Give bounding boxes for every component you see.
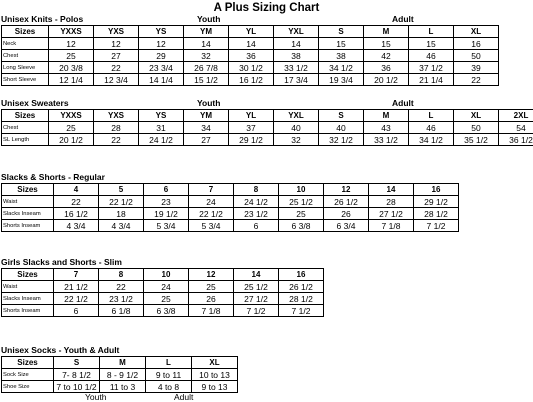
row-label-cell: Shoe Size (2, 381, 54, 393)
value-cell: 42 (364, 50, 409, 62)
value-cell: 40 (274, 122, 319, 134)
value-cell: 21 1/4 (409, 74, 454, 86)
table-row (2, 281, 324, 293)
size-header-cell: 10 (279, 184, 324, 196)
value-cell: 26 1/2 (324, 196, 369, 208)
table-row (2, 196, 459, 208)
polos-table (1, 25, 499, 86)
value-cell: 34 1/2 (409, 134, 454, 146)
value-cell: 6 (54, 305, 99, 317)
value-cell: 37 (229, 122, 274, 134)
value-cell: 19 3/4 (319, 74, 364, 86)
value-cell: 25 (49, 50, 94, 62)
header-row (2, 269, 324, 281)
row-label-cell: Waist (2, 196, 54, 208)
value-cell: 11 to 3 (100, 381, 146, 393)
value-cell: 15 1/2 (184, 74, 229, 86)
value-cell: 25 (279, 208, 324, 220)
row-label-cell: Shorts Inseam (2, 305, 54, 317)
value-cell: 21 1/2 (54, 281, 99, 293)
row-label-cell: Waist (2, 281, 54, 293)
row-label-cell: Shorts Inseam (2, 220, 54, 232)
value-cell: 4 3/4 (54, 220, 99, 232)
size-header-cell: M (100, 357, 146, 369)
value-cell: 25 1/2 (234, 281, 279, 293)
polos-youth-label: Youth (197, 14, 221, 24)
value-cell: 32 (184, 50, 229, 62)
value-cell: 24 1/2 (234, 196, 279, 208)
size-header-cell: 12 (324, 184, 369, 196)
value-cell: 7- 8 1/2 (54, 369, 100, 381)
value-cell: 22 (94, 134, 139, 146)
value-cell: 50 (454, 122, 499, 134)
row-label-cell: Sock Size (2, 369, 54, 381)
value-cell: 7 1/8 (189, 305, 234, 317)
slacks-slim-section-title: Girls Slacks and Shorts - Slim (1, 257, 122, 267)
value-cell: 7 to 10 1/2 (54, 381, 100, 393)
socks-adult-footer: Adult (174, 392, 194, 402)
value-cell: 24 (189, 196, 234, 208)
value-cell: 15 (409, 38, 454, 50)
value-cell: 15 (319, 38, 364, 50)
socks-section-title: Unisex Socks - Youth & Adult (1, 345, 120, 355)
value-cell: 26 (324, 208, 369, 220)
value-cell: 12 3/4 (94, 74, 139, 86)
size-header-cell: YXS (94, 26, 139, 38)
value-cell: 25 (49, 122, 94, 134)
row-label-cell: Chest (2, 50, 49, 62)
value-cell: 25 1/2 (279, 196, 324, 208)
value-cell: 26 (189, 293, 234, 305)
size-header-cell: L (146, 357, 192, 369)
value-cell: 46 (409, 50, 454, 62)
value-cell: 54 (499, 122, 533, 134)
value-cell: 7 1/8 (369, 220, 414, 232)
size-header-cell: S (319, 26, 364, 38)
value-cell: 23 (144, 196, 189, 208)
table-row (2, 208, 459, 220)
socks-youth-footer: Youth (85, 392, 107, 402)
size-header-cell: YXS (94, 110, 139, 122)
table-row (2, 122, 533, 134)
table-row (2, 293, 324, 305)
value-cell: 25 (189, 281, 234, 293)
value-cell: 12 (139, 38, 184, 50)
size-header-cell: YS (139, 110, 184, 122)
row-label-cell: Chest (2, 122, 49, 134)
size-header-cell: 16 (279, 269, 324, 281)
value-cell: 14 (229, 38, 274, 50)
value-cell: 15 (364, 38, 409, 50)
size-header-cell: 10 (144, 269, 189, 281)
polos-adult-label: Adult (392, 14, 414, 24)
sweaters-section-title: Unisex Sweaters (1, 98, 69, 108)
socks-table (1, 356, 238, 393)
header-label-cell: Sizes (2, 26, 49, 38)
value-cell: 7 1/2 (234, 305, 279, 317)
value-cell: 32 1/2 (319, 134, 364, 146)
value-cell: 5 3/4 (189, 220, 234, 232)
value-cell: 25 (144, 293, 189, 305)
value-cell: 16 1/2 (54, 208, 99, 220)
value-cell: 23 1/2 (234, 208, 279, 220)
size-header-cell: YXXS (49, 110, 94, 122)
value-cell: 12 (49, 38, 94, 50)
value-cell: 7 1/2 (414, 220, 459, 232)
value-cell: 29 1/2 (414, 196, 459, 208)
value-cell: 22 1/2 (54, 293, 99, 305)
size-header-cell: YM (184, 26, 229, 38)
value-cell: 27 (94, 50, 139, 62)
value-cell: 12 1/4 (49, 74, 94, 86)
row-label-cell: Long Sleeve (2, 62, 49, 74)
header-label-cell: Sizes (2, 184, 54, 196)
value-cell: 22 1/2 (189, 208, 234, 220)
value-cell: 35 1/2 (454, 134, 499, 146)
table-row (2, 38, 499, 50)
header-row (2, 26, 499, 38)
value-cell: 36 (364, 62, 409, 74)
size-header-cell: XL (454, 26, 499, 38)
value-cell: 22 (94, 62, 139, 74)
value-cell: 5 3/4 (144, 220, 189, 232)
value-cell: 20 3/8 (49, 62, 94, 74)
value-cell: 22 (99, 281, 144, 293)
value-cell: 8 - 9 1/2 (100, 369, 146, 381)
value-cell: 19 1/2 (144, 208, 189, 220)
value-cell: 6 3/4 (324, 220, 369, 232)
size-header-cell: S (54, 357, 100, 369)
value-cell: 12 (94, 38, 139, 50)
value-cell: 34 1/2 (319, 62, 364, 74)
sweaters-table (1, 109, 533, 146)
value-cell: 7 1/2 (279, 305, 324, 317)
table-row (2, 50, 499, 62)
value-cell: 14 (184, 38, 229, 50)
value-cell: 14 (274, 38, 319, 50)
value-cell: 29 1/2 (229, 134, 274, 146)
table-row (2, 381, 238, 393)
size-header-cell: YL (229, 26, 274, 38)
size-header-cell: 7 (54, 269, 99, 281)
table-row (2, 134, 533, 146)
row-label-cell: Slacks Inseam (2, 208, 54, 220)
value-cell: 24 1/2 (139, 134, 184, 146)
size-header-cell: 8 (234, 184, 279, 196)
value-cell: 38 (319, 50, 364, 62)
header-label-cell: Sizes (2, 357, 54, 369)
value-cell: 43 (364, 122, 409, 134)
value-cell: 18 (99, 208, 144, 220)
value-cell: 38 (274, 50, 319, 62)
size-header-cell: YXXS (49, 26, 94, 38)
size-header-cell: 7 (189, 184, 234, 196)
value-cell: 20 1/2 (364, 74, 409, 86)
value-cell: 34 (184, 122, 229, 134)
row-label-cell: Slacks Inseam (2, 293, 54, 305)
size-header-cell: YXL (274, 110, 319, 122)
value-cell: 17 3/4 (274, 74, 319, 86)
value-cell: 24 (144, 281, 189, 293)
page-title: A Plus Sizing Chart (213, 2, 320, 14)
size-header-cell: XL (192, 357, 238, 369)
value-cell: 9 to 13 (192, 381, 238, 393)
header-row (2, 357, 238, 369)
value-cell: 50 (454, 50, 499, 62)
value-cell: 23 1/2 (99, 293, 144, 305)
sweaters-youth-label: Youth (197, 98, 221, 108)
size-header-cell: S (319, 110, 364, 122)
table-row (2, 369, 238, 381)
size-header-cell: 4 (54, 184, 99, 196)
size-header-cell: 6 (144, 184, 189, 196)
size-header-cell: YL (229, 110, 274, 122)
value-cell: 6 3/8 (279, 220, 324, 232)
value-cell: 6 3/8 (144, 305, 189, 317)
slacks-regular-table (1, 183, 459, 232)
value-cell: 22 (454, 74, 499, 86)
value-cell: 6 (234, 220, 279, 232)
value-cell: 27 1/2 (369, 208, 414, 220)
row-label-cell: SL Length (2, 134, 49, 146)
value-cell: 26 7/8 (184, 62, 229, 74)
size-header-cell: 12 (189, 269, 234, 281)
value-cell: 16 1/2 (229, 74, 274, 86)
value-cell: 28 (94, 122, 139, 134)
header-label-cell: Sizes (2, 269, 54, 281)
value-cell: 22 1/2 (99, 196, 144, 208)
value-cell: 29 (139, 50, 184, 62)
header-row (2, 184, 459, 196)
value-cell: 27 (184, 134, 229, 146)
row-label-cell: Neck (2, 38, 49, 50)
size-header-cell: M (364, 26, 409, 38)
value-cell: 31 (139, 122, 184, 134)
row-label-cell: Short Sleeve (2, 74, 49, 86)
value-cell: 4 to 8 (146, 381, 192, 393)
size-header-cell: 8 (99, 269, 144, 281)
header-label-cell: Sizes (2, 110, 49, 122)
value-cell: 32 (274, 134, 319, 146)
value-cell: 40 (319, 122, 364, 134)
value-cell: 33 1/2 (274, 62, 319, 74)
value-cell: 36 (229, 50, 274, 62)
value-cell: 23 3/4 (139, 62, 184, 74)
table-row (2, 305, 324, 317)
header-row (2, 110, 533, 122)
polos-section-title: Unisex Knits - Polos (1, 14, 84, 24)
table-row (2, 74, 499, 86)
value-cell: 14 1/4 (139, 74, 184, 86)
table-row (2, 62, 499, 74)
value-cell: 6 1/8 (99, 305, 144, 317)
size-header-cell: YM (184, 110, 229, 122)
value-cell: 10 to 13 (192, 369, 238, 381)
value-cell: 37 1/2 (409, 62, 454, 74)
size-header-cell: YXL (274, 26, 319, 38)
value-cell: 4 3/4 (99, 220, 144, 232)
value-cell: 28 (369, 196, 414, 208)
slacks-slim-table (1, 268, 324, 317)
value-cell: 36 1/2 (499, 134, 533, 146)
size-header-cell: L (409, 110, 454, 122)
value-cell: 33 1/2 (364, 134, 409, 146)
size-header-cell: 14 (234, 269, 279, 281)
size-header-cell: 14 (369, 184, 414, 196)
value-cell: 28 1/2 (414, 208, 459, 220)
value-cell: 26 1/2 (279, 281, 324, 293)
size-header-cell: M (364, 110, 409, 122)
value-cell: 20 1/2 (49, 134, 94, 146)
size-header-cell: L (409, 26, 454, 38)
size-header-cell: 16 (414, 184, 459, 196)
size-header-cell: 5 (99, 184, 144, 196)
size-header-cell: YS (139, 26, 184, 38)
value-cell: 22 (54, 196, 99, 208)
value-cell: 16 (454, 38, 499, 50)
value-cell: 39 (454, 62, 499, 74)
value-cell: 9 to 11 (146, 369, 192, 381)
value-cell: 27 1/2 (234, 293, 279, 305)
size-header-cell: XL (454, 110, 499, 122)
table-row (2, 220, 459, 232)
sweaters-adult-label: Adult (392, 98, 414, 108)
value-cell: 28 1/2 (279, 293, 324, 305)
value-cell: 30 1/2 (229, 62, 274, 74)
slacks-regular-section-title: Slacks & Shorts - Regular (1, 172, 105, 182)
value-cell: 46 (409, 122, 454, 134)
size-header-cell: 2XL (499, 110, 533, 122)
